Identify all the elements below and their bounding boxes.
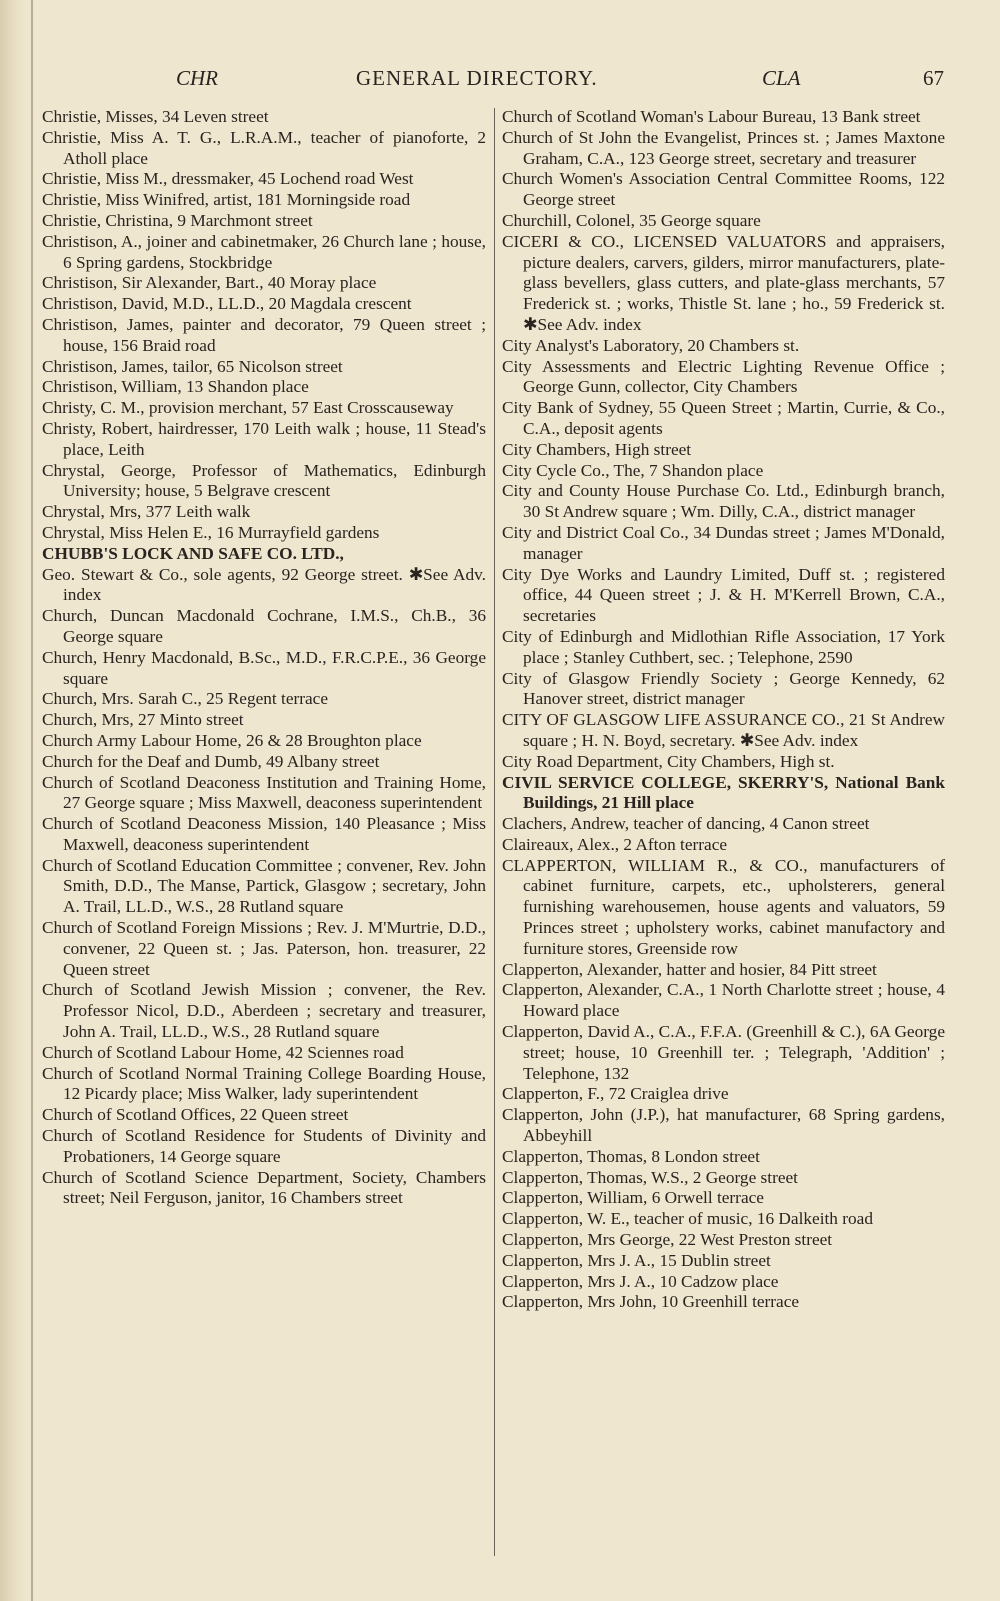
directory-entry: Chrystal, Miss Helen E., 16 Murrayfield gardens — [42, 522, 380, 542]
directory-entry: Church for the Deaf and Dumb, 49 Albany street — [42, 751, 380, 771]
directory-entry: Clachers, Andrew, teacher of dancing, 4 Canon street — [502, 814, 870, 834]
directory-entry: Chrystal, Mrs, 377 Leith walk — [42, 502, 251, 522]
directory-entry: Christie, Miss Winifred, artist, 181 Morningside road — [42, 190, 411, 210]
directory-entry: CITY OF GLASGOW LIFE ASSURANCE CO., 21 St Andrew square ; H. N. Boyd, secretary. ✱See Adv. index — [502, 710, 945, 750]
right-column — [502, 107, 945, 1313]
directory-entry: Clapperton, Thomas, W.S., 2 George street — [502, 1167, 798, 1187]
directory-entry: Clapperton, John (J.P.), hat manufacturer, 68 Spring gardens, Abbeyhill — [502, 1105, 945, 1146]
directory-entry: Church, Duncan Macdonald Cochrane, I.M.S., Ch.B., 36 George square — [42, 606, 486, 646]
directory-entry: City and District Coal Co., 34 Dundas street ; James M'Donald, manager — [502, 522, 945, 563]
directory-entry: CIVIL SERVICE COLLEGE, SKERRY'S, National Bank Buildings, 21 Hill place — [502, 772, 945, 813]
header-left-guide: CHR — [176, 66, 218, 90]
directory-entry: Clapperton, Thomas, 8 London street — [502, 1146, 760, 1166]
directory-entry: Church, Henry Macdonald, B.Sc., M.D., F.R.C.P.E., 36 George square — [42, 647, 486, 688]
directory-entry: Church of Scotland Woman's Labour Bureau, 13 Bank street — [502, 107, 921, 126]
directory-entry: Church, Mrs, 27 Minto street — [42, 710, 244, 730]
directory-entry: Christison, A., joiner and cabinetmaker, 26 Church lane ; house, 6 Spring gardens, Stockbridge — [42, 231, 486, 272]
directory-entry: Church of Scotland Residence for Students of Divinity and Probationers, 14 George square — [42, 1126, 486, 1166]
directory-entry: Churchill, Colonel, 35 George square — [502, 210, 761, 230]
directory-entry: Clapperton, William, 6 Orwell terrace — [502, 1188, 764, 1208]
directory-entry: CICERI & CO., LICENSED VALUATORS and appraisers, picture dealers, carvers, gilders, mirror manufacturers, plate-glass bevellers, glass cutters, and plate-glass merchants, 57 Frederick st. ; works, Thistle St. lane ; ho., 59 Frederick st. ✱See Adv. index — [502, 231, 945, 334]
directory-entry: Christison, James, painter and decorator, 79 Queen street ; house, 156 Braid road — [42, 314, 486, 355]
directory-entry: City Dye Works and Laundry Limited, Duff st. ; registered office, 44 Queen street ; J. & H. M'Kerrell Brown, C.A., secretaries — [502, 564, 945, 626]
header-right-guide: CLA — [762, 66, 801, 90]
directory-entry: Clapperton, Mrs George, 22 West Preston street — [502, 1230, 833, 1250]
left-column — [42, 107, 486, 1209]
directory-entry: Christison, Sir Alexander, Bart., 40 Moray place — [42, 273, 377, 293]
directory-entry: Christison, William, 13 Shandon place — [42, 377, 309, 397]
column-divider — [494, 108, 495, 1556]
directory-entry: Geo. Stewart & Co., sole agents, 92 George street. ✱See Adv. index — [42, 564, 486, 605]
directory-entry: Church Women's Association Central Committee Rooms, 122 George street — [502, 169, 945, 210]
directory-entry: Clapperton, F., 72 Craiglea drive — [502, 1084, 729, 1104]
directory-entry: Church of Scotland Education Committee ; convener, Rev. John Smith, D.D., The Manse, Partick, Glasgow ; secretary, John A. Trail, LL.D., W.S., 28 Rutland square — [42, 855, 486, 917]
directory-entry: City Cycle Co., The, 7 Shandon place — [502, 460, 764, 480]
directory-entry: Church of Scotland Science Department, Society, Chambers street; Neil Ferguson, janitor, 16 Chambers street — [42, 1167, 486, 1208]
directory-entry: Clapperton, Alexander, hatter and hosier, 84 Pitt street — [502, 959, 877, 979]
directory-entry: City Bank of Sydney, 55 Queen Street ; Martin, Currie, & Co., C.A., deposit agents — [502, 398, 945, 438]
directory-entry: Claireaux, Alex., 2 Afton terrace — [502, 834, 728, 854]
running-header — [40, 66, 950, 96]
directory-entry: City of Glasgow Friendly Society ; George Kennedy, 62 Hanover street, district manager — [502, 668, 945, 709]
header-title: GENERAL DIRECTORY. — [356, 66, 598, 90]
directory-entry: Clapperton, Mrs J. A., 15 Dublin street — [502, 1250, 771, 1270]
spine-shadow — [31, 0, 33, 1601]
directory-entry: Clapperton, Alexander, C.A., 1 North Charlotte street ; house, 4 Howard place — [502, 980, 945, 1021]
directory-entry: Chrystal, George, Professor of Mathematics, Edinburgh University; house, 5 Belgrave crescent — [42, 460, 486, 501]
directory-entry: Church of Scotland Deaconess Mission, 140 Pleasance ; Miss Maxwell, deaconess superintendent — [42, 814, 486, 854]
directory-entry: City of Edinburgh and Midlothian Rifle Association, 17 York place ; Stanley Cuthbert, sec. ; Telephone, 2590 — [502, 626, 945, 667]
directory-entry: Church of Scotland Deaconess Institution and Training Home, 27 George square ; Miss Maxwell, deaconess superintendent — [42, 772, 486, 813]
directory-entry: Church of Scotland Offices, 22 Queen street — [42, 1105, 349, 1125]
directory-entry: Church of Scotland Foreign Missions ; Rev. J. M'Murtrie, D.D., convener, 22 Queen st. ; Jas. Paterson, hon. treasurer, 22 Queen street — [42, 918, 486, 979]
directory-entry: City and County House Purchase Co. Ltd., Edinburgh branch, 30 St Andrew square ; Wm. Dilly, C.A., district manager — [502, 481, 945, 522]
directory-entry: Church Army Labour Home, 26 & 28 Broughton place — [42, 730, 422, 750]
page-number: 67 — [923, 66, 944, 90]
directory-entry: Christie, Christina, 9 Marchmont street — [42, 210, 313, 230]
directory-entry: Christie, Misses, 34 Leven street — [42, 107, 269, 126]
directory-entry: CHUBB'S LOCK AND SAFE CO. LTD., — [42, 543, 344, 563]
directory-entry: Christison, David, M.D., LL.D., 20 Magdala crescent — [42, 294, 412, 314]
directory-entry: City Chambers, High street — [502, 439, 692, 459]
directory-entry: City Analyst's Laboratory, 20 Chambers st. — [502, 335, 800, 355]
directory-entry: Church of St John the Evangelist, Princes st. ; James Maxtone Graham, C.A., 123 George street, secretary and treasurer — [502, 127, 945, 168]
directory-entry: Christy, Robert, hairdresser, 170 Leith walk ; house, 11 Stead's place, Leith — [42, 418, 486, 459]
directory-entry: Christison, James, tailor, 65 Nicolson street — [42, 356, 343, 376]
page-edge — [0, 0, 26, 1601]
directory-entry: Clapperton, David A., C.A., F.F.A. (Greenhill & C.), 6A George street; house, 10 Greenhill ter. ; Telegraph, 'Addition' ; Telephone, 132 — [502, 1022, 945, 1083]
directory-entry: Christy, C. M., provision merchant, 57 East Crosscauseway — [42, 398, 454, 418]
directory-entry: CLAPPERTON, WILLIAM R., & CO., manufacturers of cabinet furniture, carpets, etc., upholsterers, general furnishing warehousemen, house agents and valuators, 59 Princes street ; upholstery works, cabinet manufactory and furniture stores, Greenside row — [502, 855, 945, 958]
directory-entry: Christie, Miss A. T. G., L.R.A.M., teacher of pianoforte, 2 Atholl place — [42, 127, 486, 168]
directory-entry: Church of Scotland Labour Home, 42 Sciennes road — [42, 1042, 404, 1062]
directory-entry: Clapperton, Mrs John, 10 Greenhill terrace — [502, 1292, 800, 1312]
directory-entry: Church of Scotland Normal Training College Boarding House, 12 Picardy place; Miss Walker, lady superintendent — [42, 1063, 486, 1104]
directory-entry: City Road Department, City Chambers, High st. — [502, 751, 835, 771]
directory-entry: Church, Mrs. Sarah C., 25 Regent terrace — [42, 689, 329, 709]
directory-entry: Clapperton, W. E., teacher of music, 16 Dalkeith road — [502, 1209, 873, 1229]
directory-entry: Clapperton, Mrs J. A., 10 Cadzow place — [502, 1271, 779, 1291]
directory-entry: Christie, Miss M., dressmaker, 45 Lochend road West — [42, 169, 414, 189]
directory-entry: City Assessments and Electric Lighting Revenue Office ; George Gunn, collector, City Chambers — [502, 356, 945, 397]
directory-entry: Church of Scotland Jewish Mission ; convener, the Rev. Professor Nicol, D.D., Aberdeen ; secretary and treasurer, John A. Trail, LL.D., W.S., 28 Rutland square — [42, 980, 486, 1042]
